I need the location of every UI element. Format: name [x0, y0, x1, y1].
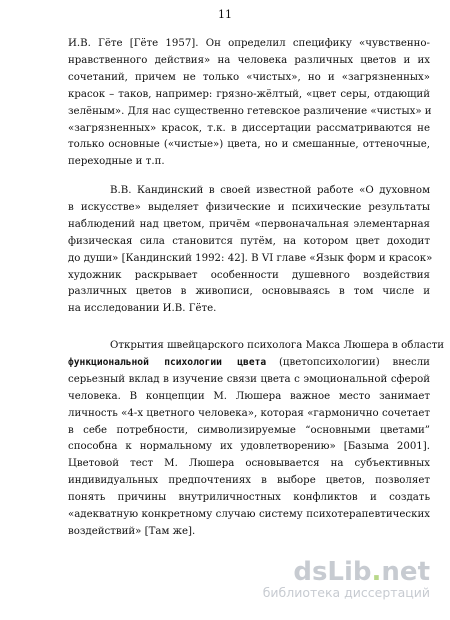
logo-tld: net — [381, 557, 430, 587]
dslib-watermark — [263, 557, 430, 600]
text-fragment: (цветопсихологии) внесли — [266, 356, 430, 368]
text-line: только основные («чистые») цвета, но и смешанные, оттеночные, — [68, 139, 430, 151]
text-line: способна к нормальному их удовлетворению» [Базыма 2001]. — [68, 441, 430, 453]
paragraph-kandinsky — [68, 183, 433, 318]
dslib-logo — [263, 557, 430, 587]
text-line: красок – таков, например: грязно-жёлтый, «цвет серы, отдающий — [68, 88, 430, 100]
text-line: в себе потребности, символизируемые “основными цветами” — [68, 424, 430, 436]
text-line: В.В. Кандинский в своей известной работе «О духовном — [110, 185, 430, 196]
paragraph-luscher — [68, 338, 445, 541]
logo-main: dsLib — [293, 557, 372, 587]
text-line: нравственного действия» на человека различных цветов и их — [68, 54, 430, 66]
text-line: на исследовании И.В. Гёте. — [68, 303, 217, 315]
text-line: до души» [Кандинский 1992: 42]. В VI главе «Язык форм и красок» — [68, 252, 433, 264]
text-line: физическая сила становится путём, на котором цвет доходит — [68, 235, 430, 247]
logo-dot: . — [371, 557, 382, 587]
text-line: серьезный вклад в изучение связи цвета с эмоциональной сферой — [68, 373, 430, 385]
text-line: Цветовой тест М. Люшера основывается на субъективных — [68, 458, 430, 470]
text-line: зелёным». Для нас существенно гетевское различение «чистых» и — [68, 105, 432, 117]
text-line: сочетаний, причем не только «чистых», но и «загрязненных» — [68, 71, 430, 83]
text-line: наблюдений над цветом, причём «первоначальная элементарная — [68, 218, 430, 230]
text-line — [68, 355, 430, 372]
text-line: личность «4-х цветного человека», которая «гармонично сочетает — [68, 407, 430, 419]
bold-term: функциональной психологии цвета — [68, 356, 267, 368]
text-line: человека. В концепции М. Люшера важное место занимает — [68, 390, 430, 402]
text-line: в искусстве» выделяет физические и психические результаты — [68, 201, 430, 213]
text-line: переходные и т.п. — [68, 156, 165, 168]
text-line: Открытия швейцарского психолога Макса Люшера в области — [110, 340, 445, 351]
text-line: художник раскрывает особенности душевного воздействия — [68, 269, 430, 281]
text-line: И.В. Гёте [Гёте 1957]. Он определил специфику «чувственно- — [68, 38, 430, 49]
text-line: «адекватную конкретному случаю систему психотерапевтических — [68, 509, 430, 521]
text-line: индивидуальных предпочтениях в выборе цветов, позволяет — [68, 475, 430, 487]
text-line: понять причины внутриличностных конфликтов и создать — [68, 492, 430, 504]
page-number: 11 — [218, 8, 232, 21]
paragraph-goethe — [68, 36, 430, 171]
watermark-subtitle: библиотека диссертаций — [262, 585, 430, 600]
text-line: «загрязненных» красок, т.к. в диссертации рассматриваются не — [68, 122, 430, 134]
text-line: воздействий» [Там же]. — [68, 525, 196, 537]
text-line: различных цветов в живописи, основываясь в том числе и — [68, 286, 430, 298]
